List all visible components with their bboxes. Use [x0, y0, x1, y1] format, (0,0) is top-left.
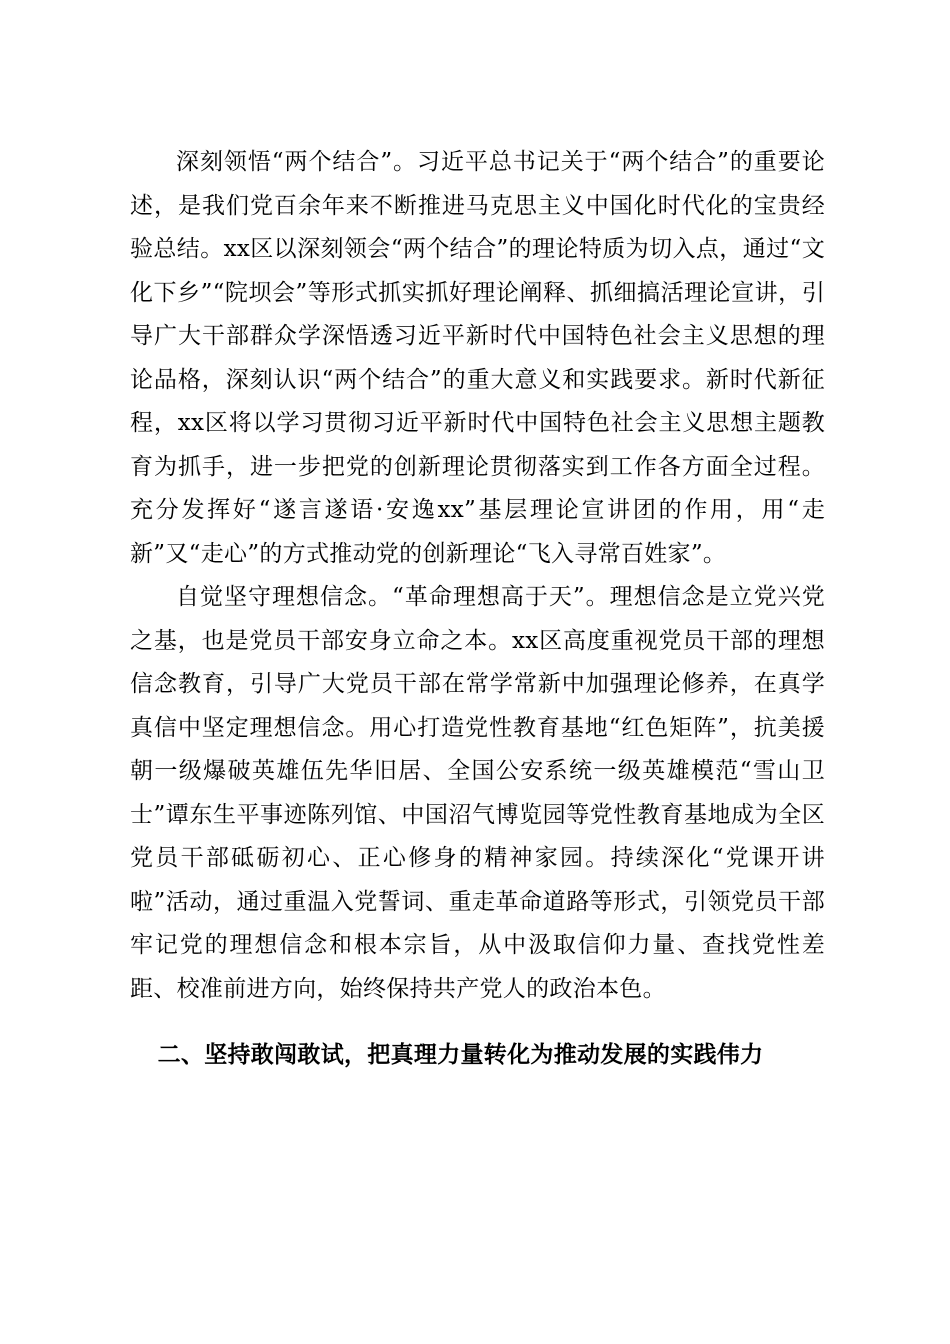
- document-body: [130, 141, 825, 1077]
- paragraph-two-combinations: 深刻领悟“两个结合”。习近平总书记关于“两个结合”的重要论述，是我们党百余年来不断推进马克思主义中国化时代化的宝贵经验总结。xx区以深刻领会“两个结合”的理论特质为切入点，通过“文化下乡”“院坝会”等形式抓实抓好理论阐释、抓细搞活理论宣讲，引导广大干部群众学深悟透习近平新时代中国特色社会主义思想的理论品格，深刻认识“两个结合”的重大意义和实践要求。新时代新征程，xx区将以学习贯彻习近平新时代中国特色社会主义思想主题教育为抓手，进一步把党的创新理论贯彻落实到工作各方面全过程。充分发挥好“遂言遂语·安逸xx”基层理论宣讲团的作用，用“走新”又“走心”的方式推动党的创新理论“飞入寻常百姓家”。: [130, 149, 825, 567]
- paragraph-ideals-beliefs: 自觉坚守理想信念。“革命理想高于天”。理想信念是立党兴党之基，也是党员干部安身立命之本。xx区高度重视党员干部的理想信念教育，引导广大党员干部在常学常新中加强理论修养，在真学真信中坚定理想信念。用心打造党性教育基地“红色矩阵”，抗美援朝一级爆破英雄伍先华旧居、全国公安系统一级英雄模范“雪山卫士”谭东生平事迹陈列馆、中国沼气博览园等党性教育基地成为全区党员干部砥砺初心、正心修身的精神家园。持续深化“党课开讲啦”活动，通过重温入党誓词、重走革命道路等形式，引领党员干部牢记党的理想信念和根本宗旨，从中汲取信仰力量、查找党性差距、校准前进方向，始终保持共产党人的政治本色。: [130, 584, 825, 1002]
- section-heading-two: 二、坚持敢闯敢试，把真理力量转化为推动发展的实践伟力: [157, 1041, 764, 1068]
